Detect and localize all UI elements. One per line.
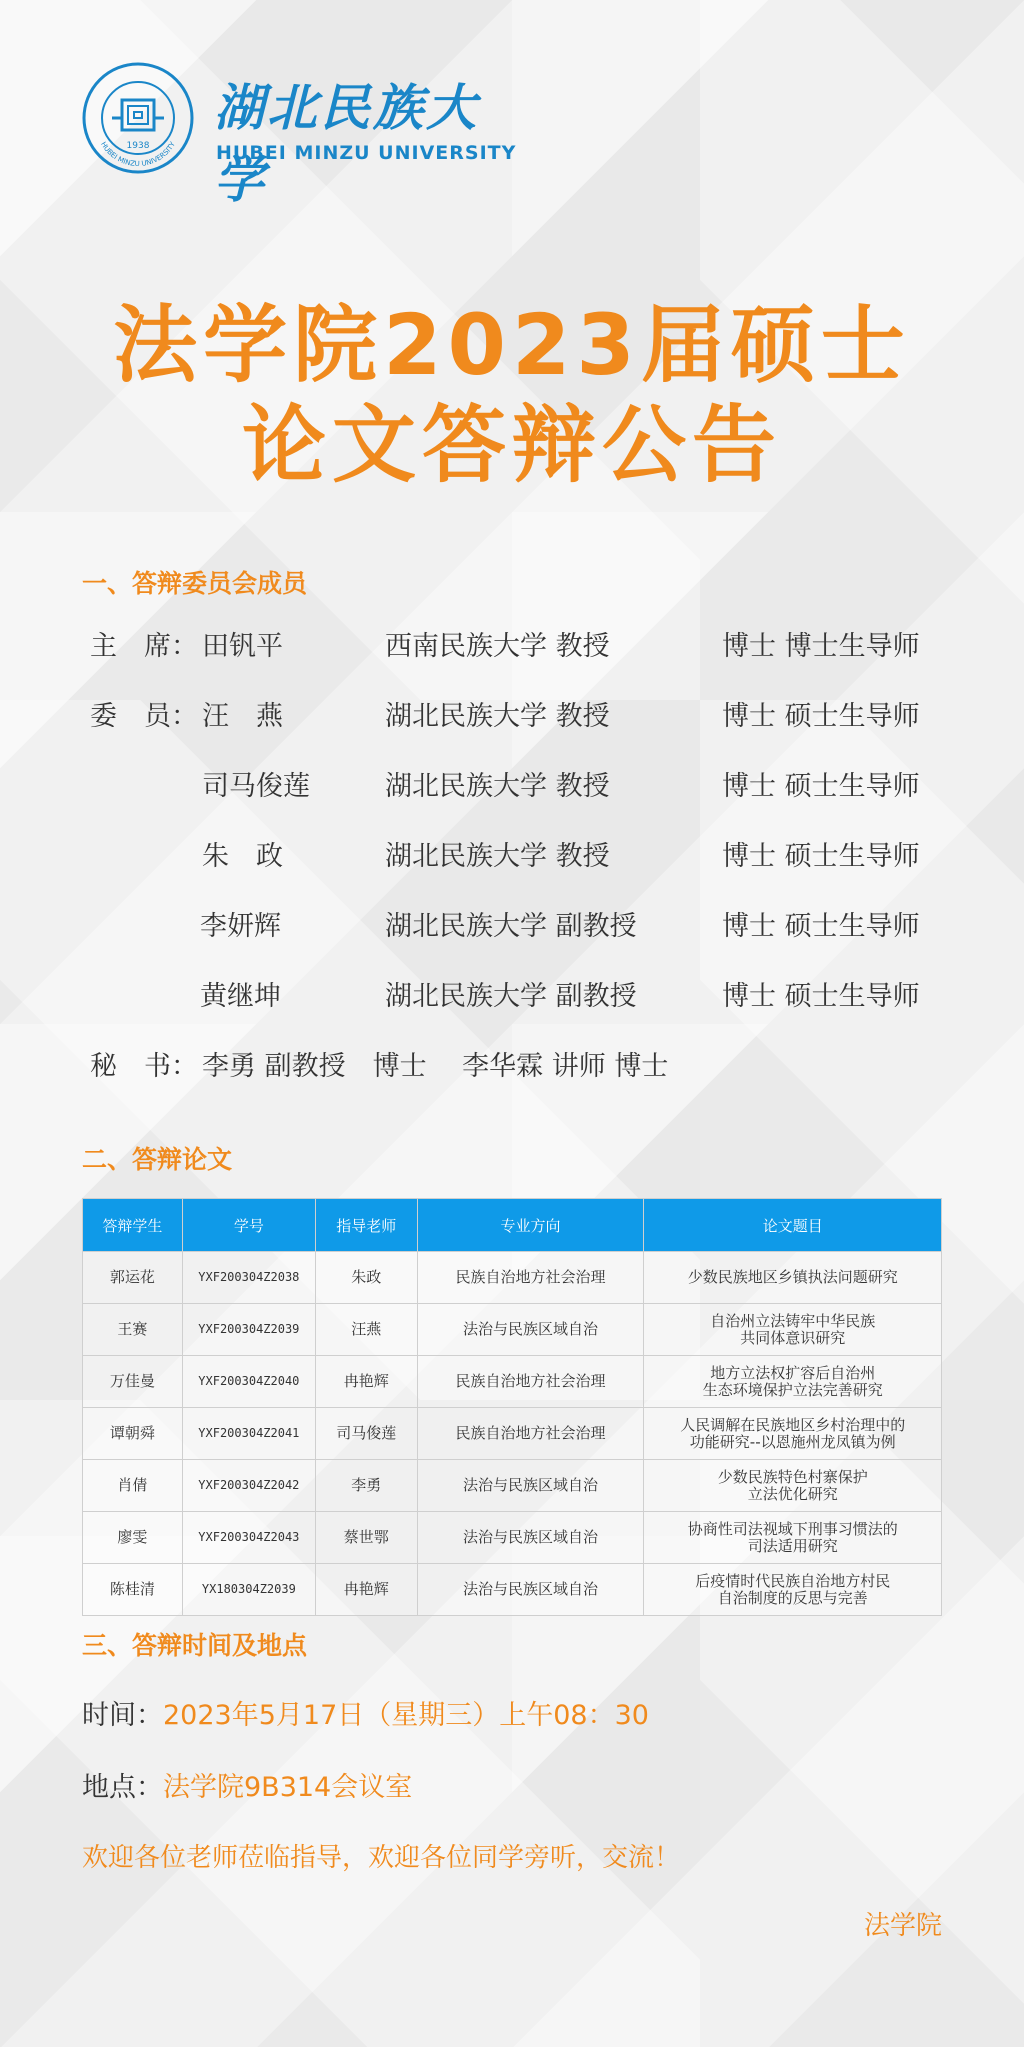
secretary-role-label: 秘 书： bbox=[90, 1051, 198, 1082]
university-logo bbox=[82, 62, 522, 209]
chair-role-label: 主 席： bbox=[90, 631, 198, 662]
thesis-topic: 地方立法权扩容后自治州 生态环境保护立法完善研究 bbox=[644, 1356, 942, 1408]
member-affiliation: 湖北民族大学 教授 bbox=[385, 771, 610, 802]
chair-affiliation: 西南民族大学 教授 bbox=[385, 631, 610, 662]
column-header: 答辩学生 bbox=[83, 1199, 183, 1252]
section-committee-heading: 一、答辩委员会成员 bbox=[82, 569, 308, 598]
members-role-label: 委 员： bbox=[90, 701, 198, 732]
time-value: 2023年5月17日（星期三）上午08：30 bbox=[163, 1700, 649, 1731]
advisor-name: 蔡世鄂 bbox=[315, 1512, 417, 1564]
section-thesis-heading: 二、答辩论文 bbox=[82, 1145, 233, 1174]
defense-time bbox=[82, 1693, 649, 1732]
table-row bbox=[83, 1252, 942, 1304]
member-degree: 博士 硕士生导师 bbox=[722, 911, 920, 942]
student-name: 陈桂清 bbox=[83, 1564, 183, 1616]
university-name-en: HUBEI MINZU UNIVERSITY bbox=[216, 142, 517, 164]
table-row bbox=[83, 1460, 942, 1512]
member-affiliation: 湖北民族大学 教授 bbox=[385, 841, 610, 872]
advisor-name: 冉艳辉 bbox=[315, 1356, 417, 1408]
thesis-topic: 人民调解在民族地区乡村治理中的 功能研究--以恩施州龙凤镇为例 bbox=[644, 1408, 942, 1460]
member-degree: 博士 硕士生导师 bbox=[722, 981, 920, 1012]
welcome-message: 欢迎各位老师莅临指导，欢迎各位同学旁听，交流！ bbox=[82, 1843, 681, 1873]
university-name-cn: 湖北民族大学 bbox=[214, 78, 479, 209]
thesis-topic: 后疫情时代民族自治地方村民 自治制度的反思与完善 bbox=[644, 1564, 942, 1616]
column-header: 专业方向 bbox=[417, 1199, 644, 1252]
major-direction: 法治与民族区域自治 bbox=[417, 1460, 644, 1512]
seal-year: 1938 bbox=[126, 141, 150, 151]
member-name: 朱 政 bbox=[202, 841, 283, 872]
table-row bbox=[83, 1304, 942, 1356]
thesis-table bbox=[82, 1198, 942, 1616]
member-name: 汪 燕 bbox=[202, 701, 283, 732]
place-value: 法学院9B314会议室 bbox=[163, 1772, 413, 1803]
page-title-line1: 法学院2023届硕士 bbox=[113, 296, 911, 394]
student-name: 万佳曼 bbox=[83, 1356, 183, 1408]
thesis-topic: 少数民族特色村寨保护 立法优化研究 bbox=[644, 1460, 942, 1512]
table-row bbox=[83, 1356, 942, 1408]
thesis-topic: 自治州立法铸牢中华民族 共同体意识研究 bbox=[644, 1304, 942, 1356]
member-affiliation: 湖北民族大学 副教授 bbox=[385, 981, 637, 1012]
column-header: 学号 bbox=[182, 1199, 315, 1252]
member-degree: 博士 硕士生导师 bbox=[722, 771, 920, 802]
time-label: 时间： bbox=[82, 1700, 163, 1731]
major-direction: 民族自治地方社会治理 bbox=[417, 1356, 644, 1408]
advisor-name: 李勇 bbox=[315, 1460, 417, 1512]
student-id: YXF200304Z2038 bbox=[182, 1252, 315, 1304]
major-direction: 法治与民族区域自治 bbox=[417, 1564, 644, 1616]
signature: 法学院 bbox=[863, 1911, 942, 1941]
major-direction: 民族自治地方社会治理 bbox=[417, 1252, 644, 1304]
student-id: YXF200304Z2042 bbox=[182, 1460, 315, 1512]
major-direction: 法治与民族区域自治 bbox=[417, 1304, 644, 1356]
member-name: 司马俊莲 bbox=[202, 771, 310, 802]
chair-name: 田钒平 bbox=[202, 631, 283, 662]
student-name: 廖雯 bbox=[83, 1512, 183, 1564]
student-name: 谭朝舜 bbox=[83, 1408, 183, 1460]
major-direction: 法治与民族区域自治 bbox=[417, 1512, 644, 1564]
thesis-topic: 少数民族地区乡镇执法问题研究 bbox=[644, 1252, 942, 1304]
table-row bbox=[83, 1512, 942, 1564]
defense-place bbox=[82, 1765, 412, 1804]
advisor-name: 朱政 bbox=[315, 1252, 417, 1304]
student-name: 王赛 bbox=[83, 1304, 183, 1356]
secretary-text: 李勇 副教授 博士 李华霖 讲师 博士 bbox=[202, 1051, 669, 1082]
thesis-topic: 协商性司法视域下刑事习惯法的 司法适用研究 bbox=[644, 1512, 942, 1564]
member-affiliation: 湖北民族大学 教授 bbox=[385, 701, 610, 732]
chair-degree: 博士 博士生导师 bbox=[722, 631, 920, 662]
column-header: 指导老师 bbox=[315, 1199, 417, 1252]
table-row bbox=[83, 1408, 942, 1460]
place-label: 地点： bbox=[82, 1772, 163, 1803]
section-time-place-heading: 三、答辩时间及地点 bbox=[82, 1631, 308, 1660]
student-id: YX180304Z2039 bbox=[182, 1564, 315, 1616]
university-seal-icon bbox=[82, 62, 194, 174]
student-id: YXF200304Z2040 bbox=[182, 1356, 315, 1408]
member-name: 黄继坤 bbox=[200, 981, 281, 1012]
major-direction: 民族自治地方社会治理 bbox=[417, 1408, 644, 1460]
member-degree: 博士 硕士生导师 bbox=[722, 841, 920, 872]
student-id: YXF200304Z2039 bbox=[182, 1304, 315, 1356]
student-name: 肖倩 bbox=[83, 1460, 183, 1512]
table-header-row bbox=[83, 1199, 942, 1252]
student-name: 郭运花 bbox=[83, 1252, 183, 1304]
member-name: 李妍辉 bbox=[200, 911, 281, 942]
member-degree: 博士 硕士生导师 bbox=[722, 701, 920, 732]
column-header: 论文题目 bbox=[644, 1199, 942, 1252]
student-id: YXF200304Z2041 bbox=[182, 1408, 315, 1460]
table-row bbox=[83, 1564, 942, 1616]
seal-text: HUBEI MINZU UNIVERSITY bbox=[99, 140, 177, 169]
advisor-name: 汪燕 bbox=[315, 1304, 417, 1356]
advisor-name: 冉艳辉 bbox=[315, 1564, 417, 1616]
advisor-name: 司马俊莲 bbox=[315, 1408, 417, 1460]
page-title-line2: 论文答辩公告 bbox=[241, 396, 782, 494]
member-affiliation: 湖北民族大学 副教授 bbox=[385, 911, 637, 942]
student-id: YXF200304Z2043 bbox=[182, 1512, 315, 1564]
